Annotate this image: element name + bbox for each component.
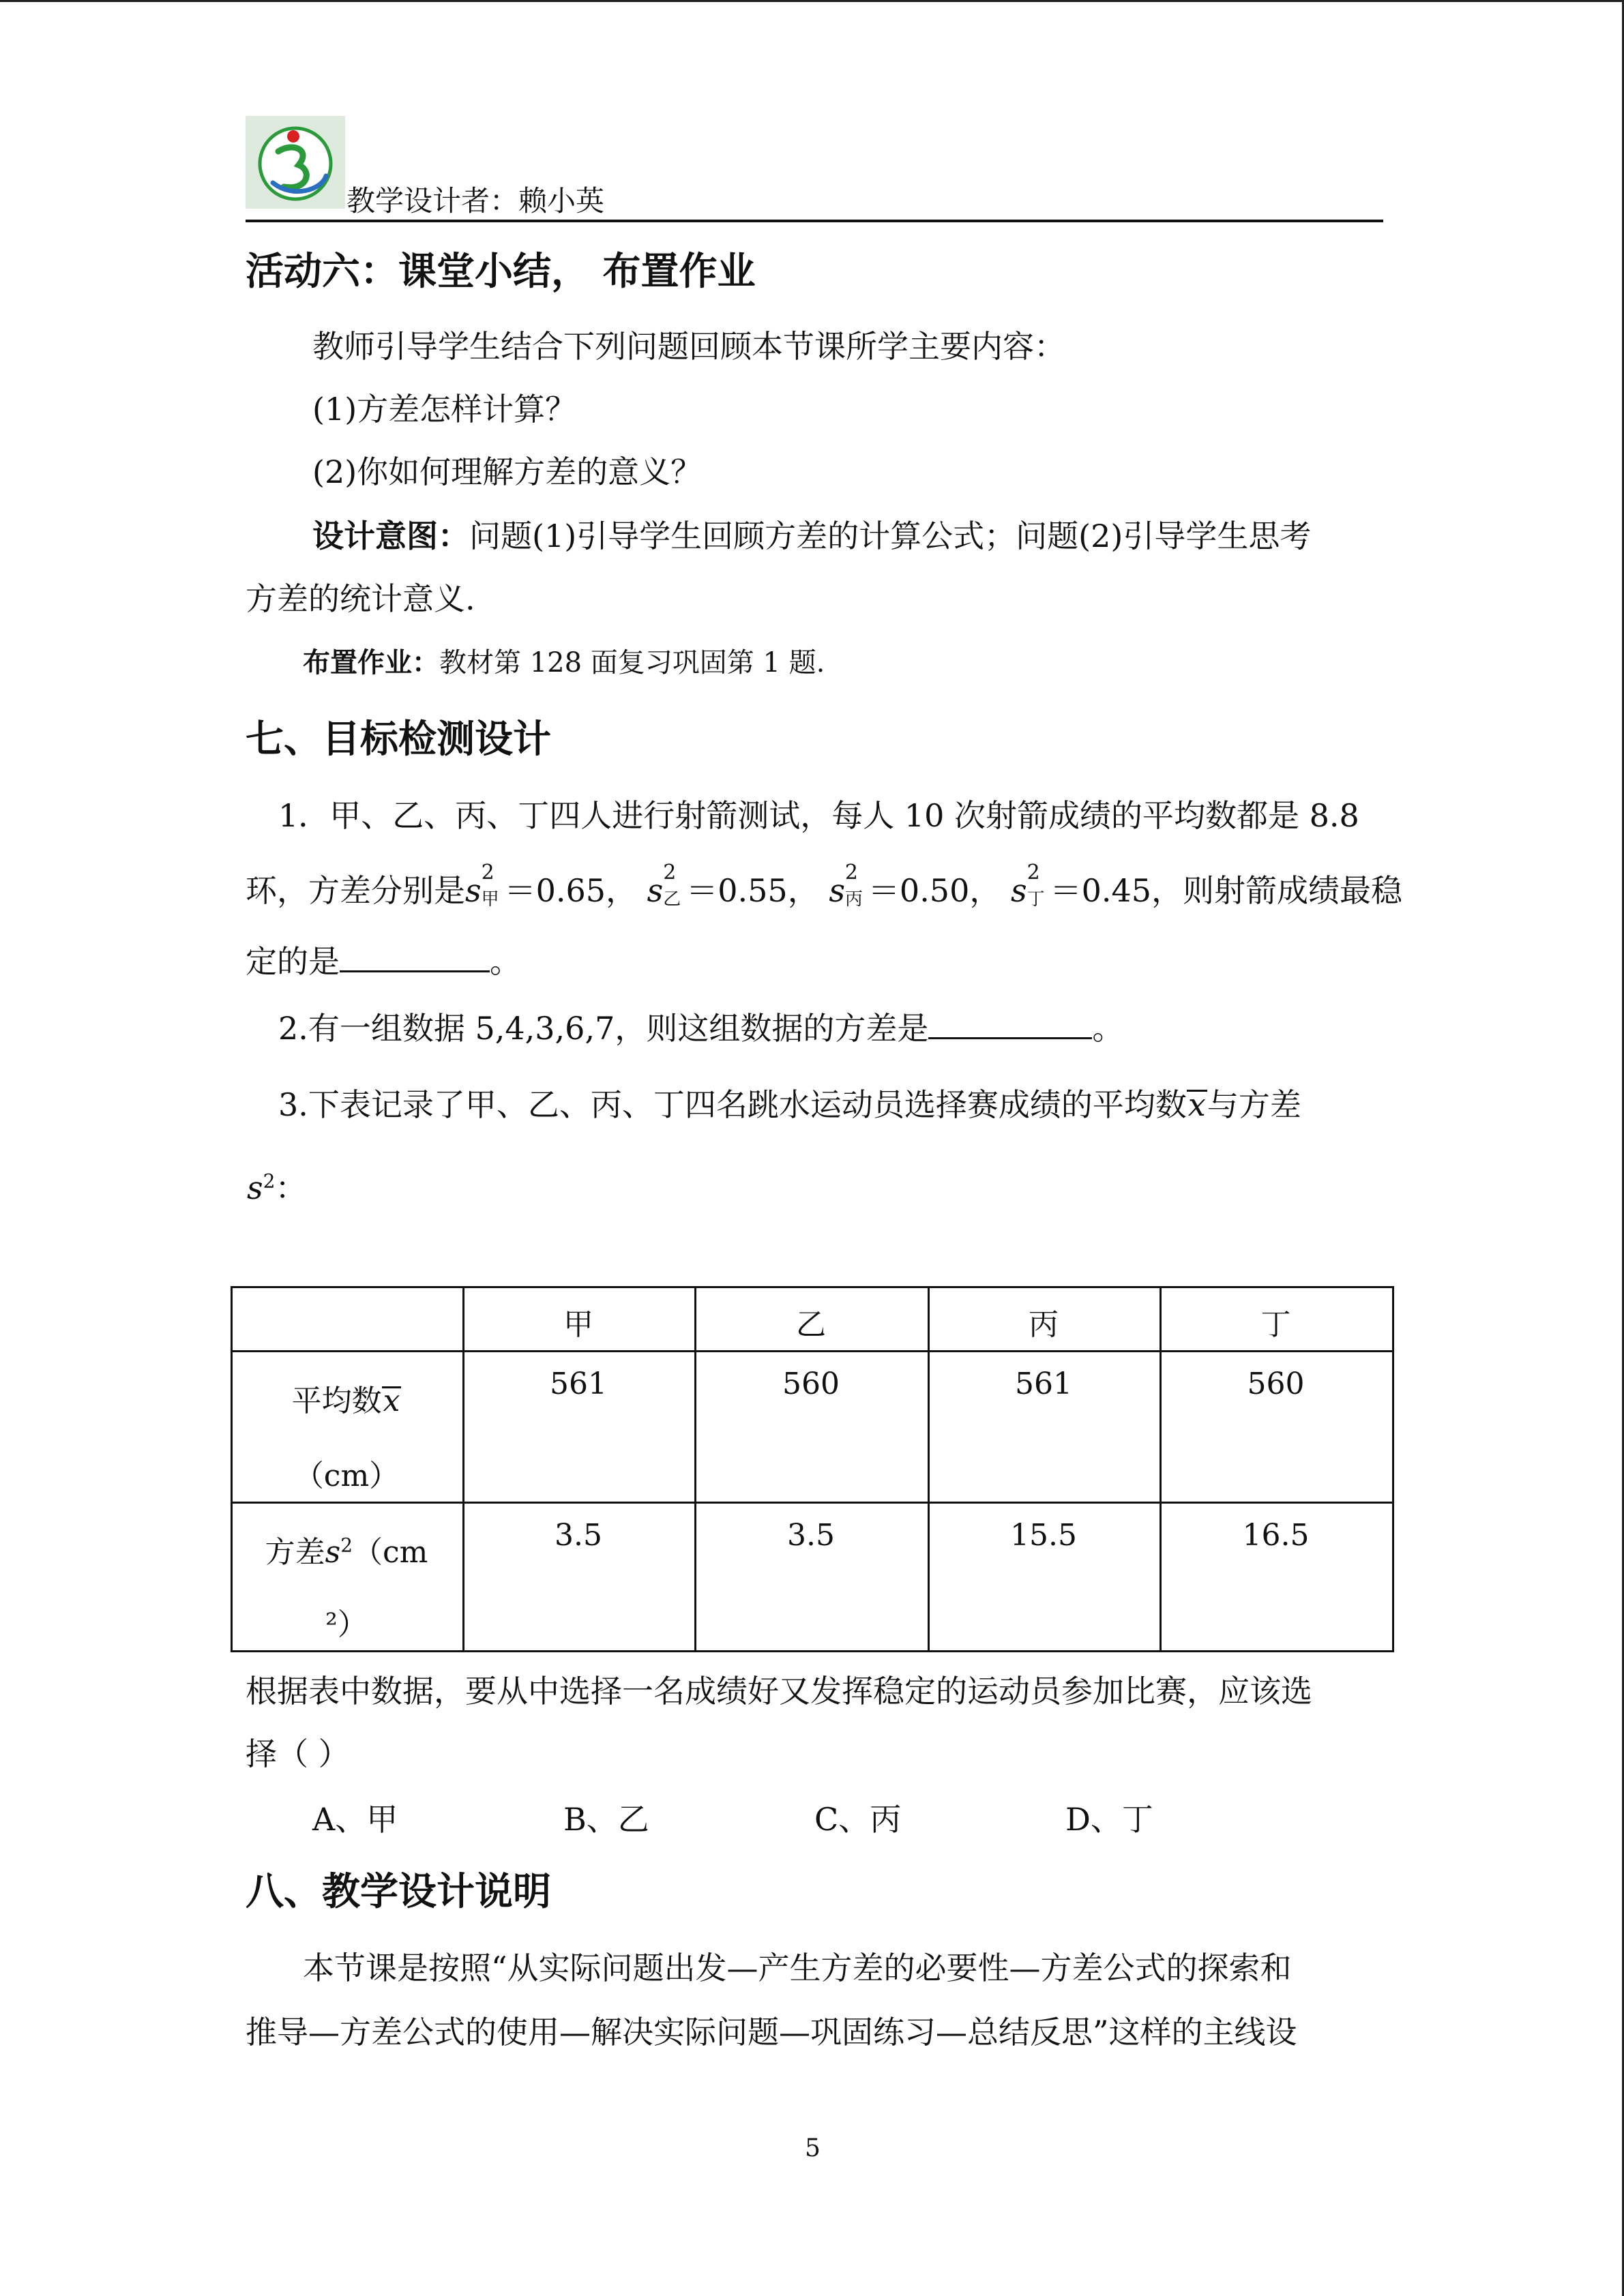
q2-prefix: 2.有一组数据 5,4,3,6,7，则这组数据的方差是: [278, 1010, 929, 1047]
row-variance-unit-a: （cm: [353, 1535, 428, 1570]
row-variance-exp: 2: [340, 1534, 353, 1557]
section6-heading: 活动六：课堂小结， 布置作业: [246, 250, 756, 294]
row-variance-unit: ²）: [325, 1607, 368, 1642]
row-variance-s: s: [325, 1535, 341, 1570]
header-designer: 教学设计者：赖小英: [346, 184, 605, 218]
intent-label: 设计意图：: [312, 518, 469, 554]
s-bing-exp: 2: [844, 861, 859, 884]
s-yi: s: [647, 872, 664, 909]
section6-q1: (1)方差怎样计算？: [312, 391, 577, 428]
section6-intro: 教师引导学生结合下列问题回顾本节课所学主要内容：: [312, 328, 1065, 365]
section6-intent-line1: [312, 511, 1311, 556]
s-symbol: s: [247, 1169, 263, 1206]
s-jia: s: [465, 872, 482, 909]
option-c[interactable]: C、丙: [814, 1801, 902, 1838]
val-ding: ＝0.45，: [1050, 872, 1183, 909]
section8-line2: 推导—方差公式的使用—解决实际问题—巩固练习—总结反思”这样的主线设: [246, 2014, 1297, 2051]
q3-after-line1: 根据表中数据，要从中选择一名成绩好又发挥稳定的运动员参加比赛，应该选: [246, 1673, 1312, 1710]
var-yi: 3.5: [787, 1518, 835, 1553]
section6-q2: (2)你如何理解方差的意义？: [312, 453, 703, 490]
s-ding-scripts: [1027, 861, 1050, 910]
table-rule-bottom: [231, 1650, 1394, 1652]
mean-ding: 560: [1247, 1367, 1305, 1401]
s-ding-sub: 丁: [1027, 889, 1045, 910]
header-rule: [246, 220, 1383, 222]
row-variance-label-text: 方差: [265, 1535, 325, 1570]
section6-homework: [303, 641, 825, 680]
q1-line3: [246, 937, 521, 982]
page-number: 5: [805, 2134, 821, 2162]
q1-line3-suffix: 。: [490, 943, 521, 980]
school-logo: [246, 116, 345, 209]
xbar-symbol: x: [1187, 1086, 1206, 1123]
q3-line2: [247, 1163, 306, 1208]
homework-label: 布置作业：: [303, 647, 439, 679]
q1-line2-suffix: 则射箭成绩最稳: [1183, 872, 1402, 909]
s-bing-sub: 丙: [844, 889, 863, 910]
table-header-bing: 丙: [1029, 1307, 1059, 1342]
q2-line: [278, 1004, 1123, 1049]
table-header-jia: 甲: [563, 1307, 593, 1342]
val-jia: ＝0.65，: [504, 872, 638, 909]
section6-intent-line2: 方差的统计意义.: [246, 580, 475, 617]
row-variance-label: [231, 1527, 462, 1571]
option-a[interactable]: A、甲: [312, 1801, 398, 1838]
table-rule-top: [231, 1286, 1394, 1288]
var-ding: 16.5: [1242, 1518, 1310, 1553]
s-bing-scripts: [844, 861, 868, 910]
table-col-rule-5: [1392, 1286, 1394, 1652]
q1-line1: 1．甲、乙、丙、丁四人进行射箭测试，每人 10 次射箭成绩的平均数都是 8.8: [278, 797, 1359, 834]
s-jia-sub: 甲: [481, 889, 499, 910]
table-header-yi: 乙: [796, 1307, 826, 1342]
row-mean-unit: （cm）: [293, 1459, 400, 1493]
answer-blank-q2[interactable]: [928, 1010, 1092, 1039]
q3-line1-suffix: 与方差: [1207, 1086, 1301, 1123]
q3-line1: [278, 1080, 1301, 1125]
option-d[interactable]: D、丁: [1065, 1801, 1153, 1838]
q2-suffix: 。: [1092, 1010, 1124, 1047]
var-bing: 15.5: [1010, 1518, 1077, 1553]
q3-after-line2: 择（ ）: [246, 1735, 350, 1772]
table-header-ding: 丁: [1260, 1307, 1291, 1342]
q1-line2: [246, 861, 1402, 911]
mean-yi: 560: [782, 1367, 840, 1401]
q3-line1-prefix: 3.下表记录了甲、乙、丙、丁四名跳水运动员选择赛成绩的平均数: [278, 1086, 1187, 1123]
school-logo-icon: [246, 116, 345, 209]
s-jia-scripts: [481, 861, 505, 910]
section7-heading: 七、目标检测设计: [246, 717, 551, 762]
q1-line3-prefix: 定的是: [246, 943, 340, 980]
row-mean-label-text: 平均数: [291, 1384, 382, 1418]
homework-text: 教材第 128 面复习巩固第 1 题.: [439, 647, 825, 679]
q3-colon: ：: [275, 1169, 307, 1206]
answer-blank-q1[interactable]: [340, 943, 490, 972]
s-ding-exp: 2: [1027, 861, 1040, 884]
s-yi-sub: 乙: [663, 889, 681, 910]
mean-jia: 561: [550, 1367, 607, 1401]
section8-line1: 本节课是按照“从实际问题出发—产生方差的必要性—方差公式的探索和: [303, 1950, 1292, 1986]
row-mean-label: [231, 1376, 462, 1420]
s-ding: s: [1010, 872, 1027, 909]
s-yi-scripts: [663, 861, 686, 910]
var-jia: 3.5: [555, 1518, 602, 1553]
section8-heading: 八、教学设计说明: [246, 1870, 551, 1914]
q1-line2-prefix: 环，方差分别是: [246, 872, 465, 909]
s-yi-exp: 2: [663, 861, 677, 884]
s-exp: 2: [263, 1169, 276, 1193]
val-yi: ＝0.55，: [686, 872, 819, 909]
val-bing: ＝0.50，: [868, 872, 1001, 909]
s-jia-exp: 2: [481, 861, 494, 884]
option-b[interactable]: B、乙: [563, 1801, 649, 1838]
table-rule-2: [231, 1502, 1394, 1504]
row-mean-xbar: x: [383, 1384, 400, 1418]
s-bing: s: [829, 872, 845, 909]
table-rule-1: [231, 1350, 1394, 1352]
intent-text: 问题(1)引导学生回顾方差的计算公式；问题(2)引导学生思考: [469, 518, 1312, 554]
mean-bing: 561: [1015, 1367, 1072, 1401]
